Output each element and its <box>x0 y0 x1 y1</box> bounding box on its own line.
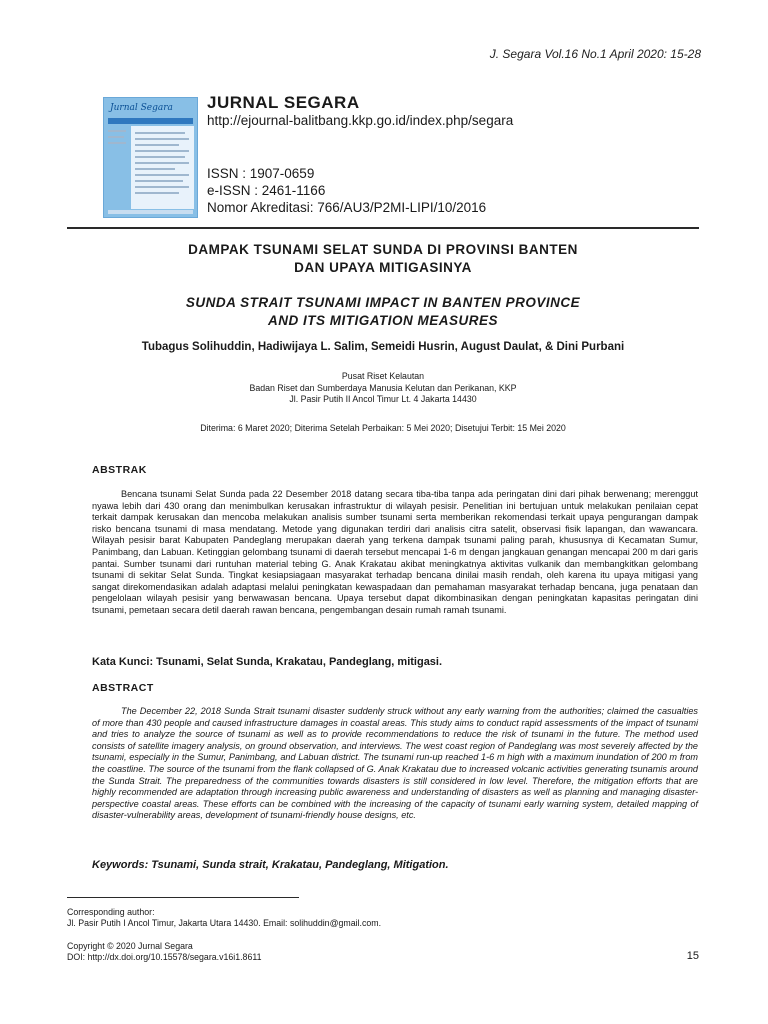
abstrak-text: Bencana tsunami Selat Sunda pada 22 Desember 2018 datang secara tiba-tiba tanpa ada peringatan dini dari pihak berwenang; merenggut nyawa lebih dari 430 orang dan menimbulkan kerusakan infrastruktur di wilayah pesisir. Penelitian ini bertujuan untuk melakukan penilaian cepat terkait dampak kerusakan dan mencoba melakukan analisis sumber tsunami serta memberikan rekomendasi terkait upaya pengurangan dampak risko bencana tsunami di masa mendatang. Metode yang digunakan terdiri dari analisis citra satelit, observasi fisik lapangan, dan wawancara. Wilayah pesisir barat Kabupaten Pandeglang merupakan daerah yang terkena dampak tsunami paling parah, khususnya di Kecamatan Sumur, Panimbang, dan Labuan. Ketinggian gelombang tsunami di daerah tersebut mencapai 1-6 m dengan jangkauan genangan mencapai 200 m dari garis pantai. Sumber tsunami dari runtuhan material tebing G. Anak Krakatau akibat meningkatnya aktivitas vulkanik dan membangkitkan gelombang tsunami di sekitar Selat Sunda. Tingkat kesiapsiagaan masyarakat terhadap bencana dinilai masih rendah, oleh karena itu upaya mitigasi yang sangat direkomendasikan adalah adaptasi melalui peningkatan kewaspadaan dan pemahaman masyarakat terhadap bencana, juga penataan dan pengelolaan wilayah pesisir yang berwawasan bencana. Upaya tersebut dapat dikombinasikan dengan peningkatan kapasitas peringatan dini tsunami, pemetaan secara detil daerah rawan bencana, pengembangan desain rumah ramah tsunami. <box>92 489 698 615</box>
header-divider <box>67 227 699 229</box>
article-dates: Diterima: 6 Maret 2020; Diterima Setelah Perbaikan: 5 Mei 2020; Disetujui Terbit: 15 Mei 2020 <box>200 423 566 433</box>
abstract-heading: ABSTRACT <box>92 682 154 694</box>
accreditation-number: Nomor Akreditasi: 766/AU3/P2MI-LIPI/10/2016 <box>207 200 487 215</box>
cover-title: Jurnal Segara <box>110 103 173 113</box>
footnote-divider <box>67 897 299 898</box>
corresponding-author-label: Corresponding author: <box>67 907 155 917</box>
abstrak-heading: ABSTRAK <box>92 464 147 476</box>
journal-reference: J. Segara Vol.16 No.1 April 2020: 15-28 <box>489 47 701 61</box>
journal-cover-image <box>103 97 198 218</box>
cover-line <box>108 142 126 144</box>
doi-link[interactable]: DOI: http://dx.doi.org/10.15578/segara.v16i1.8611 <box>67 952 262 962</box>
affiliation: Pusat Riset Kelautan Badan Riset dan Sumberdaya Manusia Kelutan dan Perikanan, KKP Jl. Pasir Putih II Ancol Timur Lt. 4 Jakarta 14430 <box>249 371 517 404</box>
journal-url[interactable]: http://ejournal-balitbang.kkp.go.id/index.php/segara <box>207 113 514 128</box>
abstract-text: The December 22, 2018 Sunda Strait tsunami disaster suddenly struck without any early warning from the authorities; claimed the casualties of more than 430 people and caused infrastructure damages in coastal areas. This study aims to conduct rapid assessments of the impact of tsunami and tries to analyze the source of tsunami as well as to provide recommendations to reduce the risk of tsunami in the future. The method used consists of satellite imagery analysis, on ground observation, and interviews. The west coast region of Pandeglang was most severely affected by the tsunami, especially in the Sumur, Panimbang, and Labuan district. The tsunami run-up reached 1-6 m high with a maximum inundation of 200 m from the coastline. The source of the tsunami from the flank collapsed of G. Anak Krakatau due to increased volcanic activities generating tsunamis around the Sunda Strait. The preparedness of the communities towards disasters is still considered in low level. Therefore, the mitigation efforts that are highly recommended are adaptation through increasing public awareness and understanding of disasters as well as planning and managing disaster-perspective coastal areas. These efforts can be combined with the increasing of the capacity of tsunami early warning system, detailed mapping of disaster-vulnerability areas, development of tsunami-friendly house designs, etc. <box>92 706 698 821</box>
copyright: Copyright © 2020 Jurnal Segara <box>67 941 193 951</box>
issn: ISSN : 1907-0659 <box>207 166 315 181</box>
journal-title: JURNAL SEGARA <box>207 93 360 112</box>
article-title-english: SUNDA STRAIT TSUNAMI IMPACT IN BANTEN PROVINCE AND ITS MITIGATION MEASURES <box>185 295 581 328</box>
kata-kunci: Kata Kunci: Tsunami, Selat Sunda, Krakatau, Pandeglang, mitigasi. <box>92 656 443 668</box>
authors: Tubagus Solihuddin, Hadiwijaya L. Salim, Semeidi Husrin, August Daulat, & Dini Purbani <box>141 341 625 353</box>
cover-line <box>108 136 124 138</box>
cover-page <box>131 126 194 209</box>
keywords: Keywords: Tsunami, Sunda strait, Krakatau, Pandeglang, Mitigation. <box>92 859 449 871</box>
e-issn: e-ISSN : 2461-1166 <box>207 183 326 198</box>
corresponding-author-address: Jl. Pasir Putih I Ancol Timur, Jakarta Utara 14430. Email: solihuddin@gmail.com. <box>67 918 382 928</box>
cover-line <box>108 130 126 132</box>
cover-footer <box>108 210 193 214</box>
article-title-indonesian: DAMPAK TSUNAMI SELAT SUNDA DI PROVINSI BANTEN DAN UPAYA MITIGASINYA <box>188 242 578 275</box>
page-number: 15 <box>686 950 699 962</box>
cover-band <box>108 118 193 124</box>
